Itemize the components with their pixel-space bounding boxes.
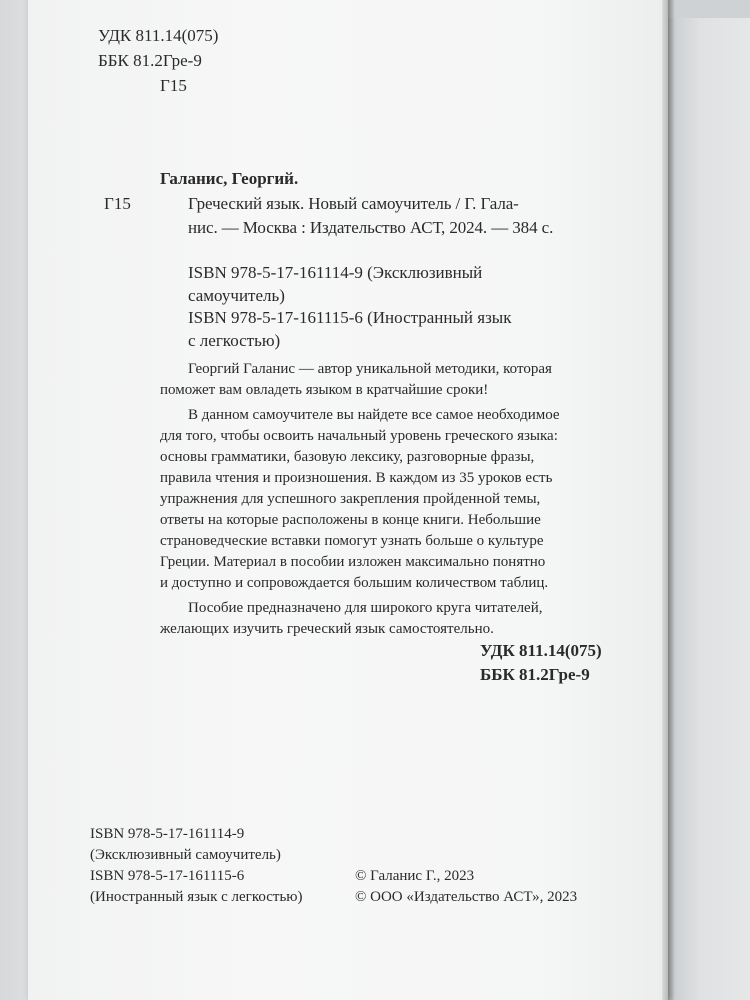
annotation-p1-line1: Георгий Галанис — автор уникальной методики, которая: [188, 361, 552, 377]
next-page-edge: [668, 18, 750, 1000]
record-isbn2-line2: с легкостью): [188, 331, 281, 350]
footer-isbn1: ISBN 978-5-17-161114-9: [90, 826, 245, 842]
record-title-line1: Греческий язык. Новый самоучитель / Г. Гала-: [188, 194, 519, 213]
footer-copyright-author: © Галанис Г., 2023: [355, 868, 475, 884]
record-author: Галанис, Георгий.: [160, 169, 299, 188]
annotation-p3-line1: Пособие предназначено для широкого круга читателей,: [188, 600, 543, 616]
record-isbn1-line2: самоучитель): [188, 286, 285, 305]
annotation-p2-line6: ответы на которые расположены в конце книги. Небольшие: [160, 512, 541, 528]
annotation-p2-line5: упражнения для успешного закрепления пройденной темы,: [160, 491, 541, 507]
classification-bbk: ББК 81.2Гре-9: [480, 665, 590, 684]
footer-isbn1-series: (Эксклюзивный самоучитель): [90, 847, 281, 863]
annotation-p1-line2: поможет вам овладеть языком в кратчайшие сроки!: [160, 382, 489, 398]
annotation-p2-line1: В данном самоучителе вы найдете все самое необходимое: [188, 407, 560, 423]
header-bbk: ББК 81.2Гре-9: [98, 51, 202, 70]
footer-copyright-publisher: © ООО «Издательство АСТ», 2023: [355, 889, 578, 905]
record-title-line2: нис. — Москва : Издательство АСТ, 2024. — 384 с.: [188, 218, 554, 237]
record-isbn1-line1: ISBN 978-5-17-161114-9 (Эксклюзивный: [188, 263, 483, 282]
annotation-p2-line8: Греции. Материал в пособии изложен максимально понятно: [160, 554, 546, 570]
header-code: Г15: [160, 76, 187, 95]
annotation-p2-line4: правила чтения и произношения. В каждом из 35 уроков есть: [160, 470, 553, 486]
classification-udk: УДК 811.14(075): [480, 641, 602, 660]
annotation-p2-line7: страноведческие вставки помогут узнать больше о культуре: [160, 533, 544, 549]
record-isbn2-line1: ISBN 978-5-17-161115-6 (Иностранный язык: [188, 308, 512, 327]
footer-isbn2-series: (Иностранный язык с легкостью): [90, 889, 303, 905]
annotation-p2-line3: основы грамматики, базовую лексику, разговорные фразы,: [160, 449, 535, 465]
annotation-p2-line9: и доступно и сопровождается большим количеством таблиц.: [160, 575, 549, 591]
annotation-p3-line2: желающих изучить греческий язык самостоятельно.: [160, 621, 494, 637]
page-edge-shadow: [662, 0, 674, 1000]
annotation-p2-line2: для того, чтобы освоить начальный уровень греческого языка:: [160, 428, 558, 444]
footer-isbn2: ISBN 978-5-17-161115-6: [90, 868, 245, 884]
record-code: Г15: [104, 194, 131, 213]
header-udk: УДК 811.14(075): [98, 26, 219, 45]
